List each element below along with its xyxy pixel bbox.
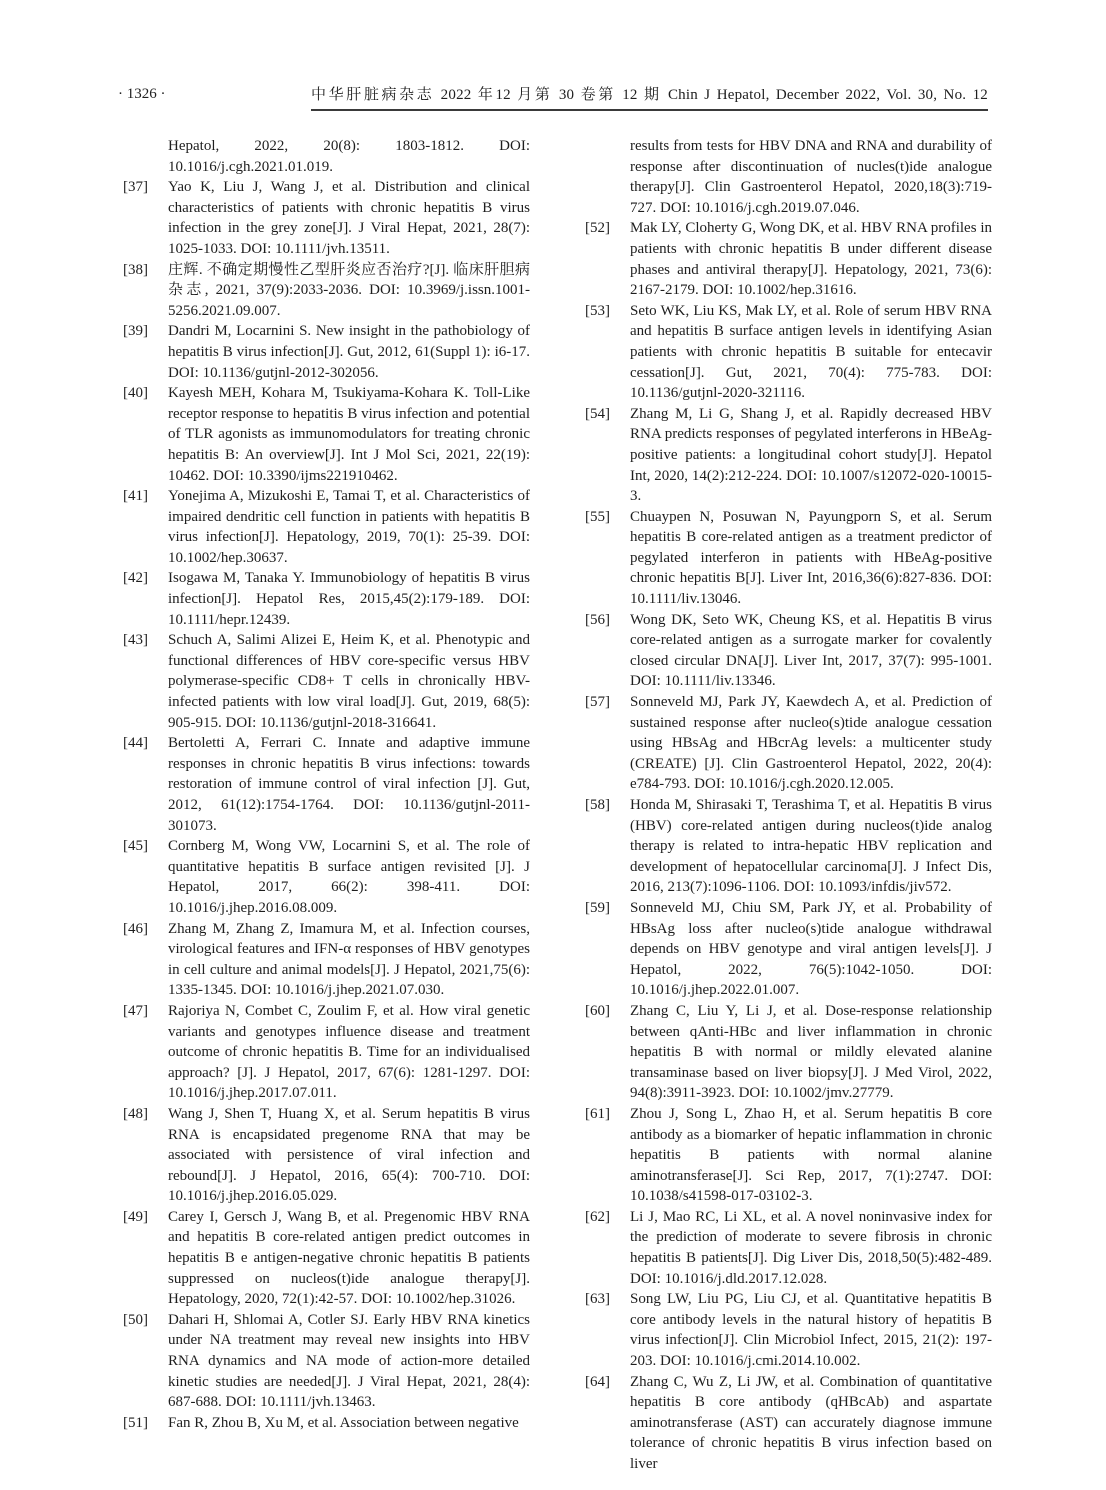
reference-number: [62] xyxy=(585,1208,610,1225)
reference-text: Song LW, Liu PG, Liu CJ, et al. Quantitative hepatitis B core antibody levels in the natural history of hepatitis B virus infection[J]. Clin Microbiol Infect, 2015, 21(2): 197-203. DOI: 10.1016/j.cmi.2014.10.002. xyxy=(630,1291,992,1370)
reference-entry xyxy=(585,136,992,218)
reference-text: Wang J, Shen T, Huang X, et al. Serum hepatitis B virus RNA is encapsidated pregenome RNA that may be associated with persistence of viral infection and rebound[J]. J Hepatol, 2016, 65(4): 700-710. DOI: 10.1016/j.jhep.2016.05.029. xyxy=(168,1105,530,1205)
reference-number: [43] xyxy=(123,632,148,649)
references-right-column xyxy=(585,136,992,1475)
reference-text: Kayesh MEH, Kohara M, Tsukiyama-Kohara K. Toll-Like receptor response to hepatitis B virus infection and potential of TLR agonists as immunomodulators for treating chronic hepatitis B: An overview[J]. Int J Mol Sci, 2021, 22(19): 10462. DOI: 10.3390/ijms221910462. xyxy=(168,385,530,484)
reference-number: [46] xyxy=(123,920,148,937)
reference-entry xyxy=(585,1289,992,1371)
reference-entry xyxy=(585,610,992,692)
reference-number: [58] xyxy=(585,797,610,813)
reference-text: Sonneveld MJ, Chiu SM, Park JY, et al. Probability of HBsAg loss after nucleo(s)tide analogue withdrawal depends on HBV genotype and viral antigen levels[J]. J Hepatol, 2022, 76(5):1042-1050. DOI: 10.1016/j.jhep.2022.01.007. xyxy=(630,899,992,999)
reference-text: Fan R, Zhou B, Xu M, et al. Association between negative xyxy=(168,1414,519,1431)
reference-number: [53] xyxy=(585,302,610,319)
reference-text: Mak LY, Cloherty G, Wong DK, et al. HBV RNA profiles in patients with chronic hepatitis B under different disease phases and antiviral therapy[J]. Hepatology, 2021, 73(6): 2167-2179. DOI: 10.1002/hep.31616. xyxy=(630,220,992,299)
reference-text: Cornberg M, Wong VW, Locarnini S, et al. The role of quantitative hepatitis B surface antigen revisited [J]. J Hepatol, 2017, 66(2): 398-411. DOI: 10.1016/j.jhep.2016.08.009. xyxy=(168,838,530,916)
reference-number: [44] xyxy=(123,735,148,752)
reference-entry xyxy=(123,1310,530,1413)
reference-entry xyxy=(585,507,992,610)
reference-entry xyxy=(123,836,530,918)
reference-text: Dahari H, Shlomai A, Cotler SJ. Early HBV RNA kinetics under NA treatment may reveal new insights into HBV RNA dynamics and NA mode of action-more detailed kinetic studies are needed[J]. J Viral Hepat, 2021, 28(4): 687-688. DOI: 10.1111/jvh.13463. xyxy=(168,1311,530,1411)
reference-text: Yao K, Liu J, Wang J, et al. Distribution and clinical characteristics of patients with chronic hepatitis B virus infection in the grey zone[J]. J Viral Hepat, 2021, 28(7): 1025-1033. DOI: 10.1111/jvh.13511. xyxy=(168,179,530,257)
reference-text: Sonneveld MJ, Park JY, Kaewdech A, et al. Prediction of sustained response after nucleo(s)tide analogue cessation using HBsAg and HBcrAg levels: a multicenter study (CREATE) [J]. Clin Gastroenterol Hepatol, 2022, 20(4): e784-793. DOI: 10.1016/j.cgh.2020.12.005. xyxy=(630,694,992,793)
reference-text: Dandri M, Locarnini S. New insight in the pathobiology of hepatitis B virus infection[J]. Gut, 2012, 61(Suppl 1): i6-17. DOI: 10.1136/gutjnl-2012-302056. xyxy=(168,323,530,381)
reference-text: Honda M, Shirasaki T, Terashima T, et al. Hepatitis B virus (HBV) core-related antigen during nucleos(t)ide analog therapy is related to intra-hepatic HBV replication and development of hepatocellular carcinoma[J]. J Infect Dis, 2016, 213(7):1096-1106. DOI: 10.1093/infdis/jiv572. xyxy=(630,797,992,896)
reference-number: [39] xyxy=(123,323,148,340)
reference-number: [50] xyxy=(123,1311,148,1328)
reference-entry xyxy=(585,1001,992,1104)
reference-text: 庄辉. 不确定期慢性乙型肝炎应否治疗?[J]. 临床肝胆病杂志, 2021, 37(9):2033-2036. DOI: 10.3969/j.issn.1001-5256.2021.09.007. xyxy=(168,261,530,319)
reference-entry xyxy=(123,1001,530,1104)
page-number: · 1326 · xyxy=(118,86,166,102)
reference-number: [57] xyxy=(585,694,610,711)
reference-entry xyxy=(585,1372,992,1475)
reference-entry xyxy=(123,383,530,486)
reference-text: Bertoletti A, Ferrari C. Innate and adaptive immune responses in chronic hepatitis B virus infections: towards restoration of immune control of viral infection [J]. Gut, 2012, 61(12):1754-1764. DOI: 10.1136/gutjnl-2011-301073. xyxy=(168,735,530,834)
reference-number: [37] xyxy=(123,179,148,196)
reference-text: Schuch A, Salimi Alizei E, Heim K, et al. Phenotypic and functional differences of HBV core-specific versus HBV polymerase-specific CD8+ T cells in chronically HBV-infected patients with low viral load[J]. Gut, 2019, 68(5): 905-915. DOI: 10.1136/gutjnl-2018-316641. xyxy=(168,632,530,731)
reference-text: Rajoriya N, Combet C, Zoulim F, et al. How viral genetic variants and genotypes influence disease and treatment outcome of chronic hepatitis B. Time for an individualised approach? [J]. J Hepatol, 2017, 67(6): 1281-1297. DOI: 10.1016/j.jhep.2017.07.011. xyxy=(168,1002,530,1102)
reference-text: Zhou J, Song L, Zhao H, et al. Serum hepatitis B core antibody as a biomarker of hepatic inflammation in chronic hepatitis B patients with normal alanine aminotransferase[J]. Sci Rep, 2017, 7(1):2747. DOI: 10.1038/s41598-017-03102-3. xyxy=(630,1105,992,1205)
reference-entry xyxy=(123,1413,530,1434)
reference-number: [45] xyxy=(123,838,148,855)
reference-text: results from tests for HBV DNA and RNA and durability of response after discontinuation of nucles(t)ide analogue therapy[J]. Clin Gastroenterol Hepatol, 2020,18(3):719-727. DOI: 10.1016/j.cgh.2019.07.046. xyxy=(630,138,992,216)
reference-entry xyxy=(585,1104,992,1207)
reference-entry xyxy=(585,301,992,404)
running-head: 中华肝脏病杂志 2022 年12 月第 30 卷第 12 期 Chin J Hepatol, December 2022, Vol. 30, No. 12 xyxy=(311,83,988,111)
reference-entry xyxy=(585,898,992,1001)
reference-text: Hepatol, 2022, 20(8): 1803-1812. DOI: 10.1016/j.cgh.2021.01.019. xyxy=(168,138,530,175)
reference-entry xyxy=(123,1104,530,1207)
reference-text: Chuaypen N, Posuwan N, Payungporn S, et al. Serum hepatitis B core-related antigen as a treatment predictor of pegylated interferon in patients with HBeAg-positive chronic hepatitis B[J]. Liver Int, 2016,36(6):827-836. DOI: 10.1111/liv.13046. xyxy=(630,508,992,608)
reference-number: [42] xyxy=(123,570,148,587)
reference-number: [55] xyxy=(585,508,610,525)
reference-number: [52] xyxy=(585,220,610,237)
reference-text: Wong DK, Seto WK, Cheung KS, et al. Hepatitis B virus core-related antigen as a surrogate marker for covalently closed circular DNA[J]. Liver Int, 2017, 37(7): 995-1001. DOI: 10.1111/liv.13346. xyxy=(630,611,992,690)
reference-entry xyxy=(123,321,530,383)
reference-number: [38] xyxy=(123,261,148,278)
reference-entry xyxy=(123,1207,530,1310)
reference-text: Isogawa M, Tanaka Y. Immunobiology of hepatitis B virus infection[J]. Hepatol Res, 2015,45(2):179-189. DOI: 10.1111/hepr.12439. xyxy=(168,570,530,628)
reference-number: [54] xyxy=(585,405,610,422)
reference-entry xyxy=(123,260,530,322)
reference-entry xyxy=(123,177,530,259)
reference-entry xyxy=(123,486,530,568)
reference-entry xyxy=(123,733,530,836)
reference-text: Li J, Mao RC, Li XL, et al. A novel noninvasive index for the prediction of moderate to severe fibrosis in chronic hepatitis B patients[J]. Dig Liver Dis, 2018,50(5):482-489. DOI: 10.1016/j.dld.2017.12.028. xyxy=(630,1208,992,1287)
reference-number: [64] xyxy=(585,1373,610,1390)
reference-number: [59] xyxy=(585,899,610,916)
reference-number: [60] xyxy=(585,1002,610,1019)
reference-text: Yonejima A, Mizukoshi E, Tamai T, et al. Characteristics of impaired dendritic cell function in patients with hepatitis B virus infection[J]. Hepatology, 2019, 70(1): 25-39. DOI: 10.1002/hep.30637. xyxy=(168,488,530,566)
reference-number: [41] xyxy=(123,488,148,505)
reference-number: [56] xyxy=(585,611,610,628)
reference-number: [48] xyxy=(123,1105,148,1122)
reference-text: Zhang M, Zhang Z, Imamura M, et al. Infection courses, virological features and IFN-α responses of HBV genotypes in cell culture and animal models[J]. J Hepatol, 2021,75(6): 1335-1345. DOI: 10.1016/j.jhep.2021.07.030. xyxy=(168,920,530,999)
reference-number: [63] xyxy=(585,1291,610,1308)
reference-entry xyxy=(123,630,530,733)
reference-number: [47] xyxy=(123,1002,148,1019)
reference-text: Zhang C, Liu Y, Li J, et al. Dose-response relationship between qAnti-HBc and liver inflammation in chronic hepatitis B with normal or mildly elevated alanine transaminase based on liver biopsy[J]. J Med Virol, 2022, 94(8):3911-3923. DOI: 10.1002/jmv.27779. xyxy=(630,1002,992,1102)
reference-text: Zhang C, Wu Z, Li JW, et al. Combination of quantitative hepatitis B core antibody (qHBcAb) and aspartate aminotransferase (AST) can accurately diagnose immune tolerance of chronic hepatitis B virus infection based on liver xyxy=(630,1373,992,1472)
reference-number: [61] xyxy=(585,1105,610,1122)
reference-number: [40] xyxy=(123,385,148,402)
reference-entry xyxy=(585,404,992,507)
references-left-column xyxy=(123,136,530,1433)
reference-entry xyxy=(123,568,530,630)
reference-text: Zhang M, Li G, Shang J, et al. Rapidly decreased HBV RNA predicts responses of pegylated interferons in HBeAg-positive patients: a longitudinal cohort study[J]. Hepatol Int, 2020, 14(2):212-224. DOI: 10.1007/s12072-020-10015-3. xyxy=(630,405,992,505)
reference-text: Seto WK, Liu KS, Mak LY, et al. Role of serum HBV RNA and hepatitis B surface antigen levels in identifying Asian patients with chronic hepatitis B suitable for entecavir cessation[J]. Gut, 2021, 70(4): 775-783. DOI: 10.1136/gutjnl-2020-321116. xyxy=(630,302,992,402)
reference-entry xyxy=(585,1207,992,1289)
reference-entry xyxy=(123,136,530,177)
reference-entry xyxy=(585,218,992,300)
reference-entry xyxy=(585,795,992,898)
reference-text: Carey I, Gersch J, Wang B, et al. Pregenomic HBV RNA and hepatitis B core-related antigen predict outcomes in hepatitis B e antigen-negative chronic hepatitis B patients suppressed on nucleos(t)ide analogue therapy[J]. Hepatology, 2020, 72(1):42-57. DOI: 10.1002/hep.31026. xyxy=(168,1208,530,1308)
reference-entry xyxy=(585,692,992,795)
reference-entry xyxy=(123,919,530,1001)
reference-number: [51] xyxy=(123,1414,148,1431)
reference-number: [49] xyxy=(123,1208,148,1225)
